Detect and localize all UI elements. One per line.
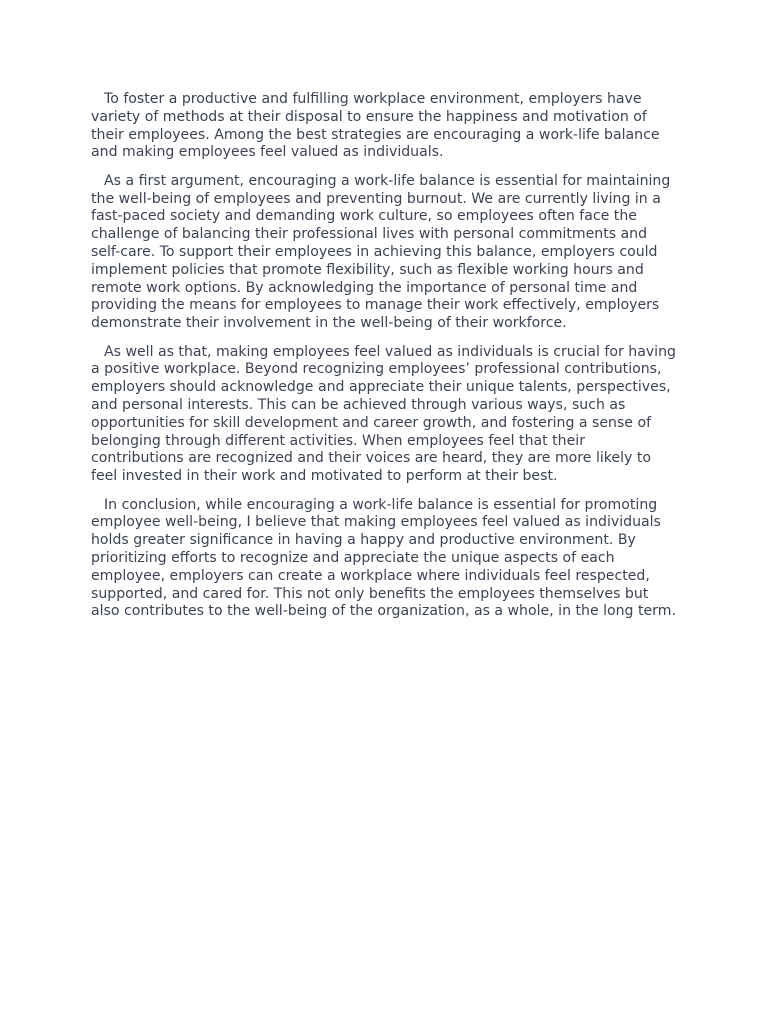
paragraph-conclusion: In conclusion, while encouraging a work-life balance is essential for promoting employee well-being, I believe that making employees feel valued as individuals holds greater significance in having a happy and productive environment. By prioritizing efforts to recognize and appreciate the unique aspects of each employee, employers can create a workplace where individuals feel respected, supported, and cared for. This not only benefits the employees themselves but also contributes to the well-being of the organization, as a whole, in the long term. [91, 496, 676, 620]
paragraph-work-life-balance: As a first argument, encouraging a work-life balance is essential for maintaining the well-being of employees and preventing burnout. We are currently living in a fast-paced society and demanding work culture, so employees often face the challenge of balancing their professional lives with personal commitments and self-care. To support their employees in achieving this balance, employers could implement policies that promote flexibility, such as flexible working hours and remote work options. By acknowledging the importance of personal time and providing the means for employees to manage their work effectively, employers demonstrate their involvement in the well-being of their workforce. [91, 172, 671, 332]
essay-body [91, 91, 678, 621]
paragraph-valued-individuals: As well as that, making employees feel valued as individuals is crucial for having a positive workplace. Beyond recognizing employees’ professional contributions, employers should acknowledge and appreciate their unique talents, perspectives, and personal interests. This can be achieved through various ways, such as opportunities for skill development and career growth, and fostering a sense of belonging through different activities. When employees feel that their contributions are recognized and their voices are heard, they are more likely to feel invested in their work and motivated to perform at their best. [91, 343, 676, 485]
paragraph-introduction: To foster a productive and fulfilling workplace environment, employers have variety of methods at their disposal to ensure the happiness and motivation of their employees. Among the best strategies are encouraging a work-life balance and making employees feel valued as individuals. [91, 91, 660, 161]
